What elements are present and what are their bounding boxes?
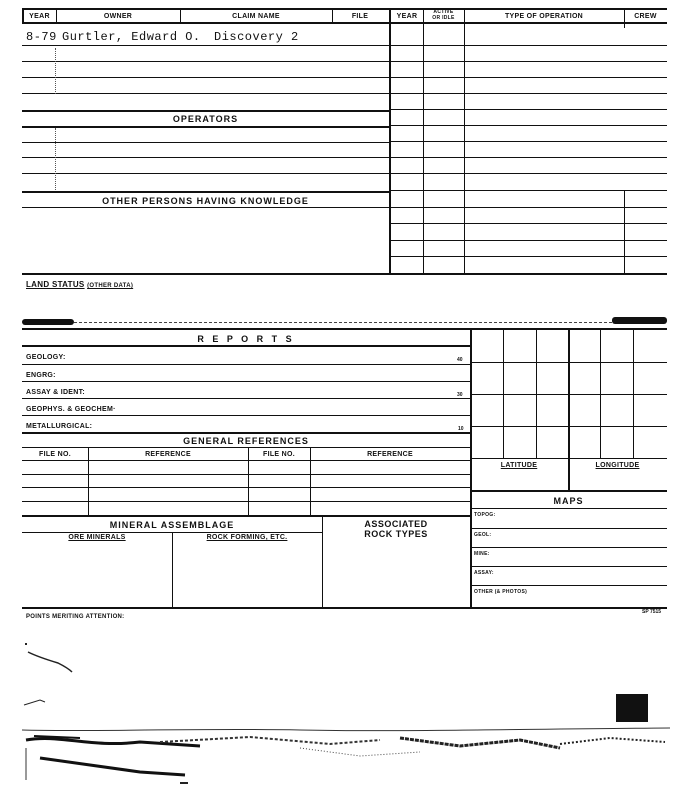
report-geology: GEOLOGY: (26, 354, 66, 361)
entry-claim-name: Discovery 2 (214, 30, 299, 44)
row-line (389, 256, 667, 257)
ore-minerals-label: ORE MINERALS (68, 534, 126, 541)
header-claim-name: CLAIM NAME (232, 13, 280, 20)
divider (248, 447, 249, 515)
maps-other: OTHER (& PHOTOS) (474, 589, 528, 595)
report-num-30: 30 (457, 392, 463, 398)
row-line (22, 381, 470, 382)
row-line (22, 93, 389, 94)
row-line (22, 415, 470, 416)
section-bottom-border (22, 273, 667, 275)
row-line (470, 508, 667, 509)
reports-top-border (22, 328, 667, 330)
row-line (470, 547, 667, 548)
divider (55, 48, 56, 94)
row-line (22, 142, 389, 143)
maps-geol: GEOL: (474, 532, 492, 538)
points-meriting-attention-label: POINTS MERITING ATTENTION: (26, 614, 125, 620)
grid-line (470, 458, 667, 459)
divider (55, 128, 56, 190)
header-year-2: YEAR (396, 13, 418, 20)
row-line (389, 77, 667, 78)
row-line (22, 501, 470, 502)
land-status-sub: (OTHER DATA) (87, 283, 134, 289)
maps-heading: MAPS (553, 496, 584, 506)
scan-noise (0, 630, 678, 811)
row-line (389, 109, 667, 110)
row-line (22, 157, 389, 158)
header-file: FILE (351, 13, 369, 20)
maps-mine: MINE: (474, 551, 490, 557)
operators-heading: OPERATORS (172, 114, 239, 124)
divider (88, 447, 89, 515)
row-line (470, 585, 667, 586)
reports-heading: R E P O R T S (197, 334, 295, 344)
row-line (22, 207, 389, 208)
row-line (389, 240, 667, 241)
row-line (389, 173, 667, 174)
ref-reference-2: REFERENCE (367, 451, 413, 458)
report-assay: ASSAY & IDENT: (26, 389, 86, 396)
grid-line (470, 394, 667, 395)
form-bottom-border (22, 607, 667, 609)
row-line (22, 432, 470, 434)
land-status-text: LAND STATUS (26, 280, 85, 289)
latitude-label: LATITUDE (500, 462, 538, 469)
general-references-heading: GENERAL REFERENCES (183, 436, 309, 446)
grid-line (470, 426, 667, 427)
associated-rock-types-1: ASSOCIATED (364, 519, 428, 529)
form-code: SP 7515 (642, 609, 662, 615)
header-active-1: ACTIVE (433, 9, 454, 15)
report-geophys: GEOPHYS. & GEOCHEM· (26, 406, 116, 413)
row-line (22, 45, 389, 46)
row-line (22, 173, 389, 174)
row-line (22, 191, 389, 193)
row-line (389, 223, 667, 224)
redaction-bar (612, 317, 667, 324)
row-line (22, 515, 470, 517)
maps-assay: ASSAY: (474, 570, 494, 576)
divider (464, 22, 465, 274)
divider (172, 532, 173, 608)
row-line (22, 77, 389, 78)
row-line (22, 364, 470, 365)
row-line (22, 474, 470, 475)
row-line (389, 190, 667, 191)
row-line (389, 157, 667, 158)
row-line (470, 566, 667, 567)
form-top-border (22, 8, 667, 10)
row-line (22, 447, 470, 448)
ref-reference-1: REFERENCE (145, 451, 191, 458)
redaction-bar (22, 319, 74, 325)
row-line (22, 126, 389, 128)
ref-file-no-1: FILE NO. (39, 451, 71, 458)
report-num-10: 10 (458, 426, 464, 432)
associated-rock-types-2: ROCK TYPES (364, 529, 428, 539)
row-line (22, 398, 470, 399)
row-line (74, 322, 612, 323)
mineral-assemblage-heading: MINERAL ASSEMBLAGE (109, 520, 235, 530)
longitude-label: LONGITUDE (595, 462, 640, 469)
row-line (389, 45, 667, 46)
ref-file-no-2: FILE NO. (263, 451, 295, 458)
row-line (389, 61, 667, 62)
row-line (22, 345, 470, 347)
header-year: YEAR (29, 13, 50, 20)
row-line (22, 61, 389, 62)
row-line (22, 487, 470, 488)
header-bottom-border (22, 22, 667, 24)
report-engrg: ENGRG: (26, 372, 56, 379)
row-line (389, 141, 667, 142)
rock-forming-label: ROCK FORMING, ETC. (206, 534, 288, 541)
other-persons-heading: OTHER PERSONS HAVING KNOWLEDGE (102, 196, 309, 206)
divider (310, 447, 311, 515)
row-line (470, 528, 667, 529)
divider (423, 22, 424, 274)
land-status-label (26, 280, 133, 289)
header-crew: CREW (634, 13, 657, 20)
header-owner: OWNER (103, 13, 133, 20)
row-line (22, 460, 470, 461)
report-metallurgical: METALLURGICAL: (26, 423, 93, 430)
report-num-40: 40 (457, 357, 463, 363)
row-line (389, 93, 667, 94)
maps-topog: TOPOG: (474, 512, 496, 518)
entry-year: 8-79 (26, 30, 57, 44)
header-active-2: OR IDLE (432, 15, 455, 21)
row-line (389, 207, 667, 208)
row-line (389, 125, 667, 126)
grid-line (470, 490, 667, 492)
row-line (22, 110, 389, 112)
entry-owner: Gurtler, Edward O. (62, 30, 201, 44)
divider (624, 190, 625, 274)
header-type-of-operation: TYPE OF OPERATION (504, 13, 584, 20)
grid-line (470, 362, 667, 363)
